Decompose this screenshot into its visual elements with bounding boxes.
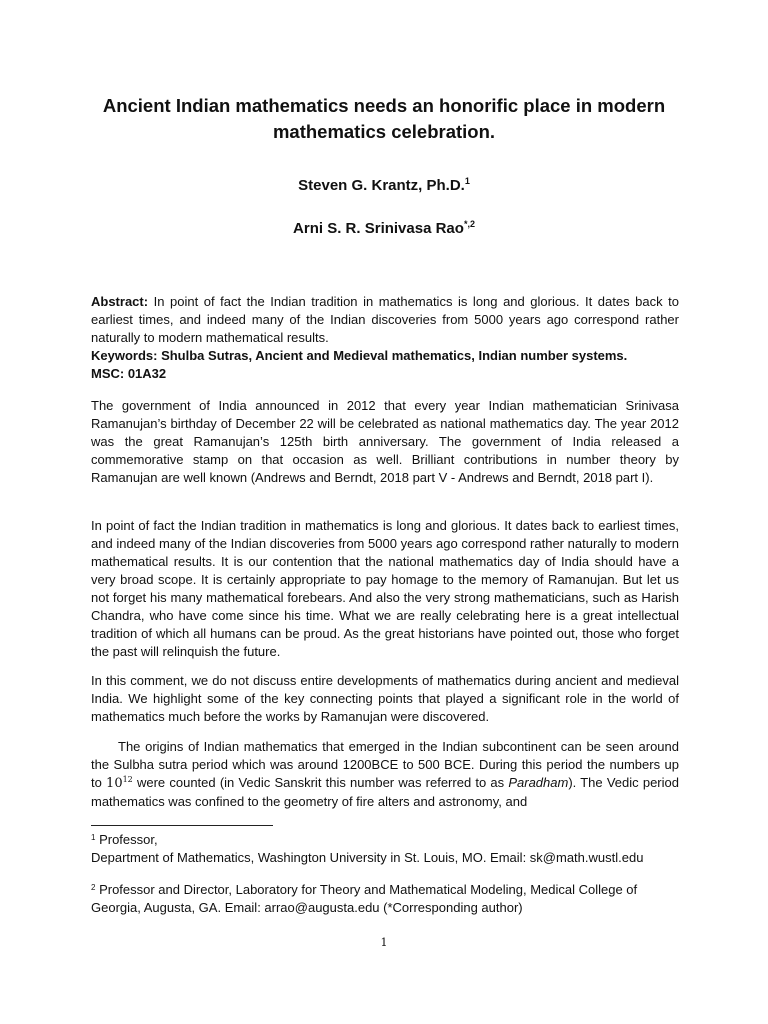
author-footnote-mark: 1 (464, 176, 470, 186)
footnote-1 (91, 831, 679, 867)
abstract-text: In point of fact the Indian tradition in mathematics is long and glorious. It dates back to earliest times, and indeed many of the Indian discoveries from 5000 years ago correspond rather naturally to modern mathematical results. (91, 294, 679, 345)
footnote-text: Department of Mathematics, Washington University in St. Louis, MO. Email: sk@math.wustl.edu (91, 850, 644, 865)
author-rao (90, 219, 678, 239)
sanskrit-term: Paradham (508, 775, 569, 790)
keywords: Keywords: Shulba Sutras, Ancient and Medieval mathematics, Indian number systems. (91, 348, 628, 363)
abstract (91, 293, 679, 347)
author-footnote-mark: *,2 (463, 219, 475, 229)
paragraph-text: The government of India announced in 2012 that every year Indian mathematician Srinivasa Ramanujan’s birthday of December 22 will be celebrated as national mathematics day. The year 2012 was the great Ramanujan’s 125th birth anniversary. The government of India released a commemorative stamp on that occasion as well. Brilliant contributions in number theory by Ramanujan are well known (Andrews and Berndt, 2018 part V - Andrews and Berndt, 2018 part I). (91, 398, 679, 485)
paragraph-4 (91, 738, 679, 811)
author-name: Arni S. R. Srinivasa Rao (293, 220, 464, 237)
paragraph-3 (91, 672, 679, 726)
footnote-text: Professor and Director, Laboratory for Theory and Mathematical Modeling, Medical College of Georgia, Augusta, GA. Email: arrao@augusta.edu (*Corresponding author) (91, 882, 638, 915)
footnote-line (91, 881, 679, 917)
abstract-label: Abstract: (91, 294, 149, 309)
footnote-divider (91, 825, 273, 826)
text-run: were counted (in Vedic Sanskrit this number was referred to as (132, 775, 509, 790)
msc-code: MSC: 01A32 (91, 366, 167, 381)
paragraph-text (91, 738, 679, 811)
paragraph-2 (91, 517, 679, 661)
abstract-block (91, 293, 679, 383)
text-run: The origins of Indian mathematics that emerged in the Indian subcontinent can be seen around the Sulbha sutra period which was around 1200BCE to 500 BCE. During this period the numbers up to (91, 739, 679, 790)
math-base: 10 (106, 776, 123, 791)
author-name: Steven G. Krantz, Ph.D. (298, 177, 465, 194)
footnote-text: Professor, (95, 832, 158, 847)
paragraph-text: In this comment, we do not discuss entire developments of mathematics during ancient and medieval India. We highlight some of the key connecting points that played a significant role in the world of mathematics much before the works by Ramanujan were discovered. (91, 673, 679, 724)
footnote-line (91, 831, 679, 849)
footnote-mark: 1 (91, 833, 96, 842)
math-exponent: 12 (122, 775, 133, 784)
math-power (106, 776, 133, 791)
page-number: 1 (380, 936, 388, 949)
paragraph-text: In point of fact the Indian tradition in mathematics is long and glorious. It dates back to earliest times, and indeed many of the Indian discoveries from 5000 years ago correspond rather naturally to modern mathematical results. It is our contention that the national mathematics day of India should have a very broad scope. It is certainly appropriate to pay homage to the memory of Ramanujan. But let us not forget his many mathematical forebears. And also the very strong mathematicians, such as Harish Chandra, who have come since his time. What we are really celebrating here is a great intellectual tradition of which all humans can be proud. As the great historians have pointed out, those who forget the past will relinquish the future. (91, 518, 679, 659)
footnote-mark: 2 (91, 883, 96, 892)
footnote-2 (91, 881, 679, 917)
paper-title: Ancient Indian mathematics needs an honorific place in modern mathematics celebration. (102, 95, 666, 142)
author-krantz (90, 176, 678, 196)
paragraph-1 (91, 397, 679, 487)
text-run: ). The Vedic period mathematics was confined to the geometry of fire alters and astronomy, and (91, 775, 679, 809)
